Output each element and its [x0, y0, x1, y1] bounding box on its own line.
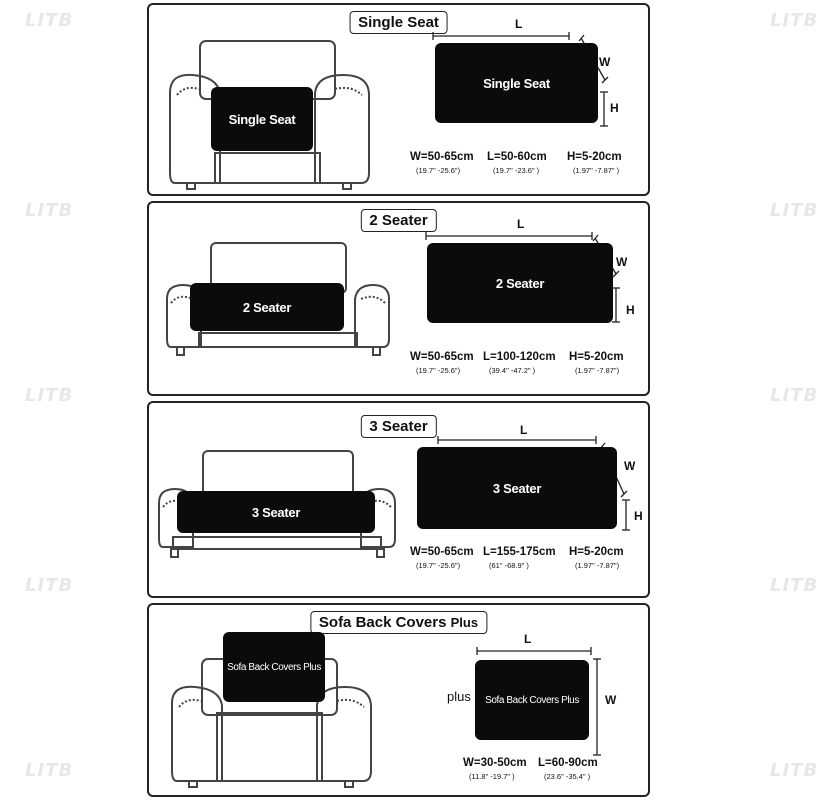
watermark: LITB [770, 575, 818, 596]
watermark: LITB [770, 760, 818, 781]
seat-cushion: 3 Seater [177, 491, 375, 533]
measurement-height [569, 351, 624, 375]
watermark: LITB [25, 385, 74, 406]
dim-label-w: W [616, 255, 628, 269]
measurement-cm: H=5-20cm [569, 546, 624, 558]
measurement-width [410, 351, 474, 375]
measurement-inch: (19.7" -23.6" ) [493, 166, 540, 175]
measurement-height [567, 151, 622, 175]
measurement-inch: (11.8" -19.7" ) [469, 772, 515, 781]
panel-title: Single Seat [349, 11, 448, 34]
measurement-length [483, 351, 556, 375]
measurement-inch: (1.97" -7.87") [575, 561, 620, 570]
measurement-length [487, 151, 547, 175]
watermark: LITB [25, 10, 74, 31]
measurement-cm: H=5-20cm [567, 151, 622, 163]
dim-label-h: H [610, 101, 619, 115]
panel-title-suffix: Plus [450, 615, 479, 630]
dim-label-w: W [599, 55, 611, 69]
panel-title: 2 Seater [360, 209, 436, 232]
measurement-cm: W=50-65cm [410, 351, 474, 363]
watermark: LITB [770, 10, 818, 31]
measurement-inch: (19.7" -25.6") [416, 166, 461, 175]
watermark: LITB [770, 200, 818, 221]
measurement-inch: (1.97" -7.87") [575, 366, 620, 375]
panel-title-main: Sofa Back Covers [318, 614, 447, 631]
measurement-cm: H=5-20cm [569, 351, 624, 363]
measurement-cm: L=50-60cm [487, 151, 547, 163]
seat-cushion: 2 Seater [190, 283, 344, 331]
measurement-inch: (1.97" -7.87" ) [573, 166, 620, 175]
dim-label-l: L [524, 632, 532, 646]
measurement-cm: W=30-50cm [463, 757, 527, 769]
cushion-diagram: 2 Seater [427, 243, 613, 323]
back-cushion: Sofa Back Covers Plus [223, 632, 325, 702]
cushion-diagram: Sofa Back Covers Plus [475, 660, 589, 740]
dim-label-l: L [517, 217, 525, 231]
watermark: LITB [25, 575, 74, 596]
dim-label-h: H [634, 509, 643, 523]
measurement-length [538, 757, 598, 781]
dim-label-w: W [624, 459, 636, 473]
dim-label-l: L [515, 17, 523, 31]
plus-label: plus [447, 689, 471, 704]
measurement-cm: L=155-175cm [483, 546, 556, 558]
measurement-inch: (19.7" -25.6") [416, 366, 461, 375]
measurement-inch: (39.4" -47.2" ) [489, 366, 536, 375]
measurement-cm: L=60-90cm [538, 757, 598, 769]
measurement-inch: (23.6" -35.4" ) [544, 772, 591, 781]
measurement-width [463, 757, 527, 781]
measurement-cm: W=50-65cm [410, 546, 474, 558]
measurement-height [569, 546, 624, 570]
panel-2-seater [147, 201, 650, 396]
measurement-inch: (19.7" -25.6") [416, 561, 461, 570]
panel-title: 3 Seater [360, 415, 436, 438]
measurement-width [410, 151, 474, 175]
cushion-diagram: Single Seat [435, 43, 598, 123]
panel-title [310, 611, 487, 634]
watermark: LITB [770, 385, 818, 406]
panel-single-seat [147, 3, 650, 196]
watermark: LITB [25, 760, 74, 781]
panel-sofa-back-covers [147, 603, 650, 797]
watermark: LITB [25, 200, 74, 221]
measurement-cm: L=100-120cm [483, 351, 556, 363]
measurement-inch: (61" -68.9" ) [489, 561, 529, 570]
seat-cushion: Single Seat [211, 87, 313, 151]
measurement-width [410, 546, 474, 570]
measurement-cm: W=50-65cm [410, 151, 474, 163]
dim-label-l: L [520, 423, 528, 437]
dim-label-h: H [626, 303, 635, 317]
cushion-diagram: 3 Seater [417, 447, 617, 529]
dim-label-w: W [605, 693, 617, 707]
panel-3-seater [147, 401, 650, 598]
measurement-length [483, 546, 556, 570]
